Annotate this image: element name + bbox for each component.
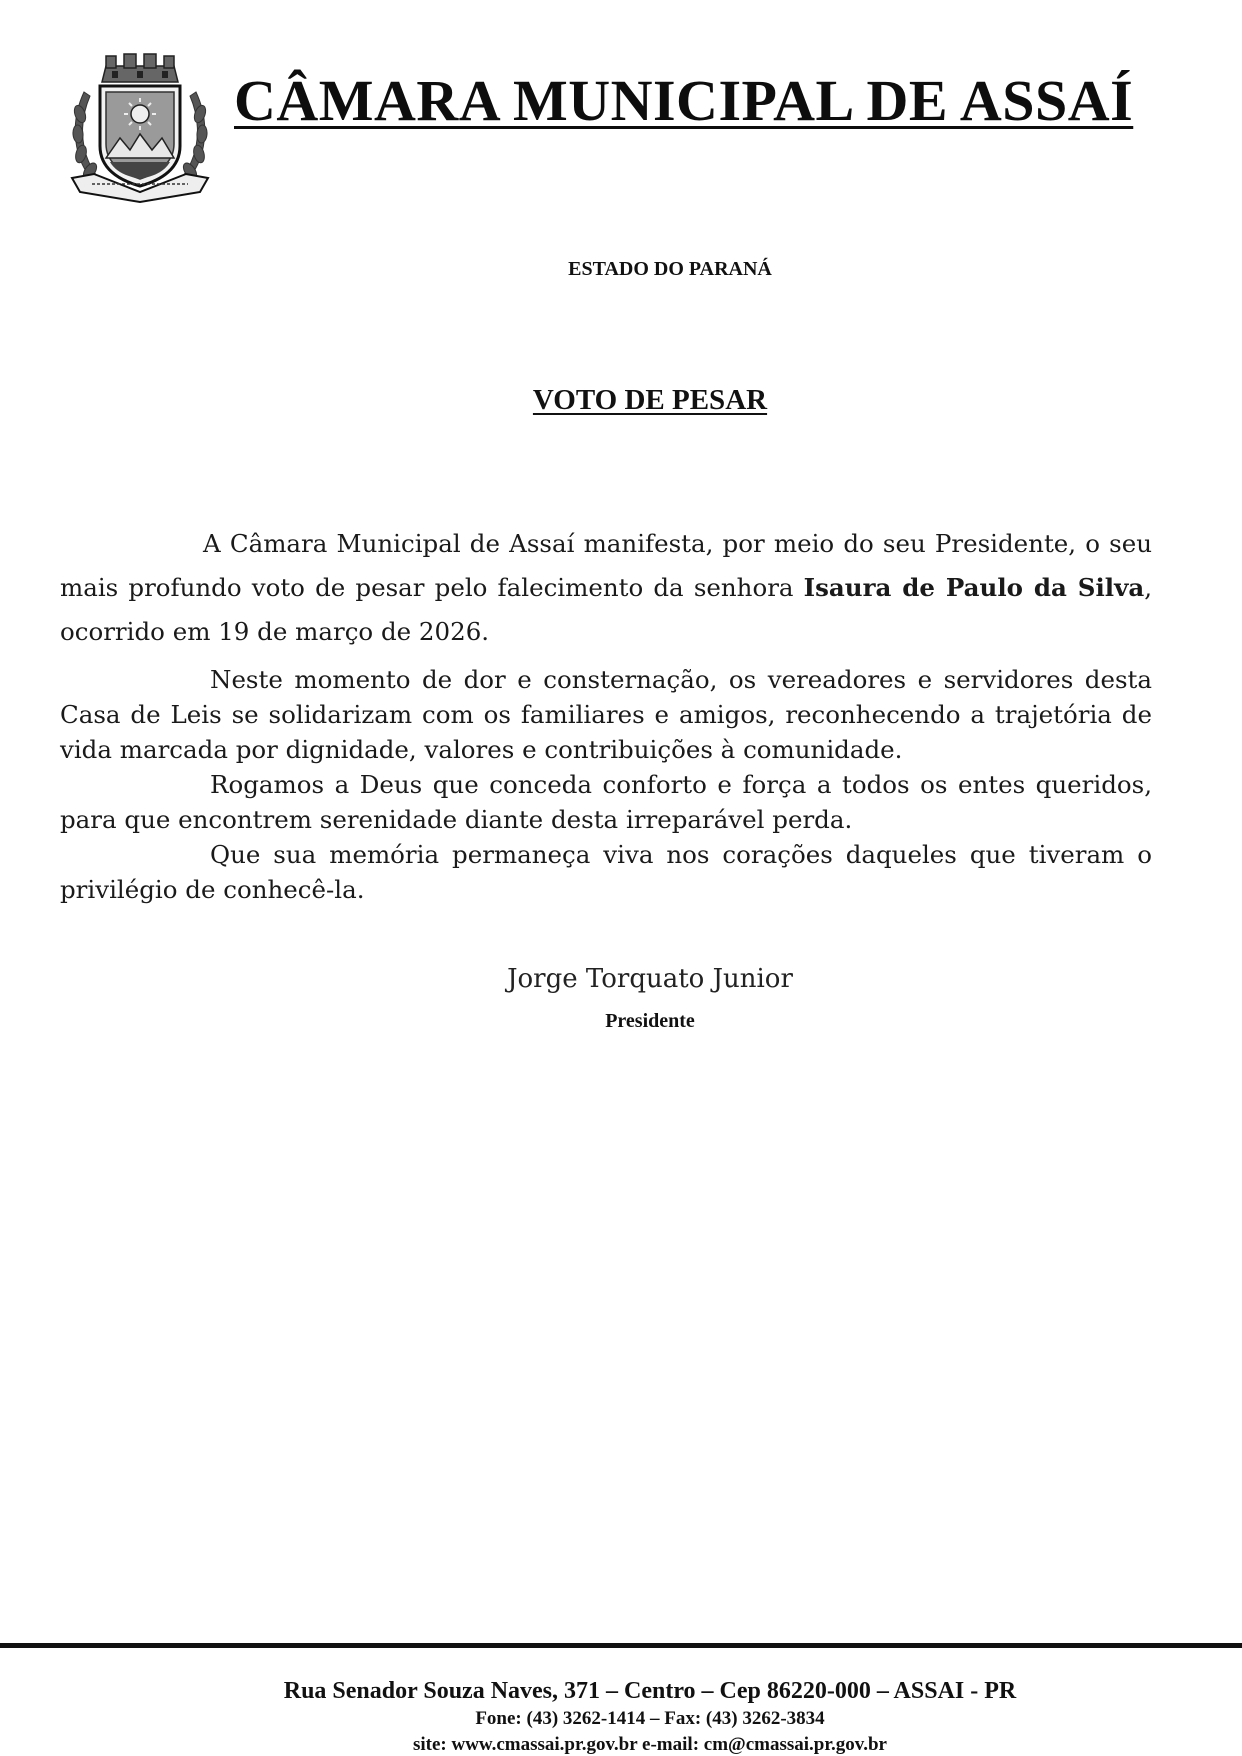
paragraph-memory: Que sua memória permaneça viva nos corações daqueles que tiveram o privilégio de conhecê-la. <box>60 840 1152 904</box>
paragraph-prayer: Rogamos a Deus que conceda conforto e força a todos os entes queridos, para que encontrem serenidade diante desta irreparável perda. <box>60 770 1152 834</box>
paragraph-solidarity: Neste momento de dor e consternação, os vereadores e servidores desta Casa de Leis se solidarizam com os familiares e amigos, reconhecendo a trajetória de vida marcada por dignidade, valores e contribuições à comunidade. <box>60 665 1152 764</box>
state-subtitle: ESTADO DO PARANÁ <box>568 258 772 280</box>
paragraph-announcement-date: , ocorrido em 19 de março de 2026. <box>60 573 1152 646</box>
signatory-role: Presidente <box>605 1010 695 1032</box>
municipal-coat-of-arms-icon <box>66 52 214 204</box>
signatory-name: Jorge Torquato Junior <box>507 964 793 994</box>
document-body <box>60 522 1152 907</box>
deceased-name: Isaura de Paulo da Silva <box>803 573 1145 602</box>
organization-title: CÂMARA MUNICIPAL DE ASSAÍ <box>234 68 1134 133</box>
footer-address: Rua Senador Souza Naves, 371 – Centro – Cep 86220-000 – ASSAI - PR <box>283 1678 1017 1704</box>
paragraph-announcement <box>60 522 1152 654</box>
footer-divider <box>0 1643 1242 1648</box>
paragraph-announcement-intro: A Câmara Municipal de Assaí manifesta, por meio do seu Presidente, o seu mais profundo voto de pesar pelo falecimento da senhora <box>60 529 1152 602</box>
footer-phone: Fone: (43) 3262-1414 – Fax: (43) 3262-3834 <box>475 1708 825 1729</box>
footer-site: site: www.cmassai.pr.gov.br e-mail: cm@cmassai.pr.gov.br <box>412 1734 887 1755</box>
document-title: VOTO DE PESAR <box>532 384 768 416</box>
